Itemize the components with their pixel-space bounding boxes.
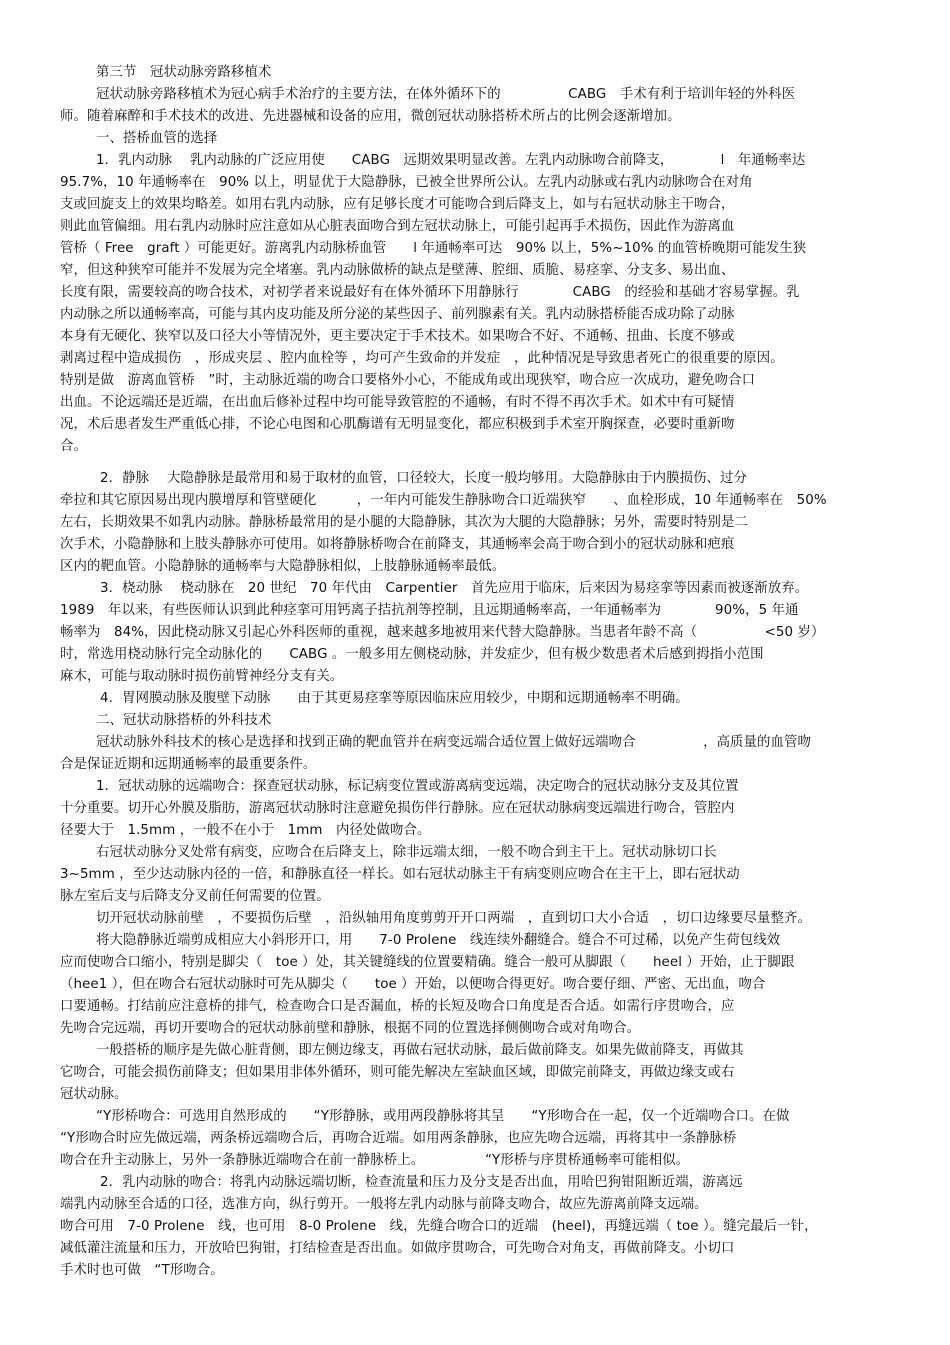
paragraph-line: 时，常选用桡动脉行完全动脉化的 CABG 。一般多用左侧桡动脉，并发症少，但有极少数患者术后感到拇指小范围 xyxy=(60,647,764,662)
paragraph-line: 应而使吻合口缩小，特别是脚尖（ toe ）处，其关键缝线的位置要精确。缝合一般可从脚跟（ heel ）开始，止于脚跟 xyxy=(60,955,795,970)
paragraph-line: （hee1 ），但在吻合右冠状动脉时可先从脚尖（ toe ）开始，以便吻合得更好。吻合要仔细、严密、无出血，吻合 xyxy=(60,977,766,992)
paragraph-line: 本身有无硬化、狭窄以及口径大小等情况外，更主要决定于手术技术。如果吻合不好、不通畅、扭曲、长度不够或 xyxy=(60,329,735,344)
paragraph-line: 减低灌注流量和压力，开放哈巴狗钳，打结检查是否出血。如做序贯吻合，可先吻合对角支，再做前降支。小切口 xyxy=(60,1241,735,1256)
paragraph-line: 右冠状动脉分叉处常有病变，应吻合在后降支上，除非远端太细，一般不吻合到主干上。冠状动脉切口长 xyxy=(96,845,717,860)
paragraph-line: “Y形桥吻合：可选用自然形成的 “Y形静脉，或用两段静脉将其呈 “Y形吻合在一起，仅一个近端吻合口。在做 xyxy=(96,1109,790,1124)
paragraph-line: 先吻合完远端，再切开要吻合的冠状动脉前壁和静脉，根据不同的位置选择侧侧吻合或对角吻合。 xyxy=(60,1021,641,1036)
paragraph-line: 管桥（ Free graft ）可能更好。游离乳内动脉桥血管 l 年通畅率可达 90% 以上，5%~10% 的血管桥晚期可能发生狭 xyxy=(60,241,807,256)
paragraph-line: 脉左室后支与后降支分叉前任何需要的位置。 xyxy=(60,889,330,904)
paragraph-line: 1．冠状动脉的远端吻合：探查冠状动脉，标记病变位置或游离病变远端，决定吻合的冠状动脉分支及其位置 xyxy=(96,779,739,794)
paragraph-line: 窄，但这种狭窄可能并不发展为完全堵塞。乳内动脉做桥的缺点是壁薄、腔细、质脆、易痉挛、分支多、易出血、 xyxy=(60,263,735,278)
paragraph-line: 95.7%，10 年通畅率在 90% 以上，明显优于大隐静脉，已被全世界所公认。左乳内动脉或右乳内动脉吻合在对角 xyxy=(60,175,753,190)
paragraph-line: 2．乳内动脉的吻合：将乳内动脉远端切断，检查流量和压力及分支是否出血，用哈巴狗钳阻断近端，游离远 xyxy=(100,1175,743,1190)
paragraph-line: 它吻合，可能会损伤前降支；但如果用非体外循环，则可能先解决左室缺血区域，即做完前降支，再做边缘支或右 xyxy=(60,1065,735,1080)
paragraph-line: 切开冠状动脉前壁 ，不要损伤后壁 ，沿纵轴用角度剪剪开开口两端 ，直到切口大小合适 ，切口边缘要尽量整齐。 xyxy=(96,911,811,926)
paragraph-line: 端乳内动脉至合适的口径，选准方向，纵行剪开。一般将左乳内动脉与前降支吻合，故应先游离前降支远端。 xyxy=(60,1197,708,1212)
paragraph-line: 合。 xyxy=(60,439,87,454)
paragraph-line: 合是保证近期和远期通畅率的最重要条件。 xyxy=(60,757,317,772)
subsection-heading: 二、冠状动脉搭桥的外科技术 xyxy=(96,713,272,728)
paragraph-line: 将大隐静脉近端剪成相应大小斜形开口，用 7-0 Prolene 线连续外翻缝合。缝合不可过稀，以免产生荷包线效 xyxy=(96,933,781,948)
paragraph-line: 一般搭桥的顺序是先做心脏背侧，即左侧边缘支，再做右冠状动脉，最后做前降支。如果先做前降支，再做其 xyxy=(96,1043,744,1058)
paragraph-line: 内动脉之所以通畅率高，可能与其内皮功能及所分泌的某些因子、前列腺素有关。乳内动脉搭桥能否成功除了动脉 xyxy=(60,307,735,322)
subsection-heading: 一、搭桥血管的选择 xyxy=(96,131,218,146)
paragraph-line: 剥离过程中造成损伤 ，形成夹层 、腔内血栓等 ，均可产生致命的并发症 ，此种情况是导致患者死亡的很重要的原因。 xyxy=(60,351,784,366)
paragraph-line: 吻合在升主动脉上，另外一条静脉近端吻合在前一静脉桥上。 “Y形桥与序贯桥通畅率可能相似。 xyxy=(60,1153,690,1168)
paragraph-line: 牵拉和其它原因易出现内膜增厚和管壁硬化 ，一年内可能发生静脉吻合口近端狭窄 、血栓形成，10 年通畅率在 50% xyxy=(60,493,827,508)
section-title: 第三节 冠状动脉旁路移植术 xyxy=(96,65,272,80)
paragraph-line: 长度有限，需要较高的吻合技术，对初学者来说最好有在体外循环下用静脉行 CABG 的经验和基础才容易掌握。乳 xyxy=(60,285,800,300)
paragraph-line: 出血。不论远端还是近端，在出血后修补过程中均可能导致管腔的不通畅，有时不得不再次手术。如术中有可疑情 xyxy=(60,395,735,410)
paragraph-line: 吻合可用 7-0 Prolene 线，也可用 8-0 Prolene 线，先缝合吻合口的近端 (heel)，再缝远端（ toe ）。缝完最后一针， xyxy=(60,1219,818,1234)
paragraph-line: 区内的靶血管。小隐静脉的通畅率与大隐静脉相似，上肢静脉通畅率最低。 xyxy=(60,559,506,574)
paragraph-line: 支或回旋支上的效果均略差。如用右乳内动脉，应有足够长度才可能吻合到后降支上，如与右冠状动脉主干吻合， xyxy=(60,197,735,212)
paragraph-line: 冠状动脉旁路移植术为冠心病手术治疗的主要方法，在体外循环下的 CABG 手术有利于培训年轻的外科医 xyxy=(96,87,796,102)
paragraph-line: 则此血管偏细。用右乳内动脉时应注意如从心脏表面吻合到左冠状动脉上，可能引起再手术损伤，因此作为游离血 xyxy=(60,219,735,234)
paragraph-line: 冠状动脉外科技术的核心是选择和找到正确的靶血管并在病变远端合适位置上做好远端吻合 ，高质量的血管吻 xyxy=(96,735,811,750)
paragraph-line: 麻木，可能与取动脉时损伤前臂神经分支有关。 xyxy=(60,669,344,684)
paragraph-line: 冠状动脉。 xyxy=(60,1087,128,1102)
paragraph-line: 3．桡动脉 桡动脉在 20 世纪 70 年代由 Carpentier 首先应用于临床，后来因为易痉挛等因素而被逐渐放弃。 xyxy=(100,581,809,596)
paragraph-line: 1．乳内动脉 乳内动脉的广泛应用使 CABG 远期效果明显改善。左乳内动脉吻合前降支， l 年通畅率达 xyxy=(96,153,806,168)
paragraph-line: 师。随着麻醉和手术技术的改进、先进器械和设备的应用，微创冠状动脉搭桥术所占的比例会逐渐增加。 xyxy=(60,109,681,124)
paragraph-line: “Y形吻合时应先做远端，两条桥远端吻合后，再吻合近端。如用两条静脉，也应先吻合远端，再将其中一条静脉桥 xyxy=(60,1131,737,1146)
paragraph-line: 径要大于 1.5mm ，一般不在小于 1mm 内径处做吻合。 xyxy=(60,823,431,838)
paragraph-line: 次手术，小隐静脉和上肢头静脉亦可使用。如将静脉桥吻合在前降支，其通畅率会高于吻合到小的冠状动脉和疤痕 xyxy=(60,537,735,552)
paragraph-line: 十分重要。切开心外膜及脂肪，游离冠状动脉时注意避免损伤伴行静脉。应在冠状动脉病变远端进行吻合，管腔内 xyxy=(60,801,735,816)
paragraph-line: 1989 年以来，有些医师认识到此种痉挛可用钙离子拮抗剂等控制，且远期通畅率高，一年通畅率为 90%，5 年通 xyxy=(60,603,799,618)
paragraph-line: 2．静脉 大隐静脉是最常用和易于取材的血管，口径较大，长度一般均够用。大隐静脉由于内膜损伤、过分 xyxy=(100,471,748,486)
paragraph-line: 手术时也可做 “T形吻合。 xyxy=(60,1263,224,1278)
paragraph-line: 左右，长期效果不如乳内动脉。静脉桥最常用的是小腿的大隐静脉，其次为大腿的大隐静脉；另外，需要时特别是二 xyxy=(60,515,749,530)
paragraph-line: 4．胃网膜动脉及腹壁下动脉 由于其更易痉挛等原因临床应用较少，中期和远期通畅率不明确。 xyxy=(100,691,689,706)
paragraph-line: 特别是做 游离血管桥 ”时，主动脉近端的吻合口要格外小心，不能成角或出现狭窄，吻合应一次成功，避免吻合口 xyxy=(60,373,756,388)
paragraph-line: 况，术后患者发生严重低心排，不论心电图和心肌酶谱有无明显变化，都应积极到手术室开胸探查，必要时重新吻 xyxy=(60,417,735,432)
paragraph-line: 畅率为 84%，因此桡动脉又引起心外科医师的重视，越来越多地被用来代替大隐静脉。当患者年龄不高（ <50 岁） xyxy=(60,625,825,640)
paragraph-line: 口要通畅。打结前应注意桥的排气，检查吻合口是否漏血，桥的长短及吻合口角度是否合适。如需行序贯吻合，应 xyxy=(60,999,735,1014)
paragraph-line: 3~5mm ，至少达动脉内径的一倍，和静脉直径一样长。如右冠状动脉主干有病变则应吻合在主干上，即右冠状动 xyxy=(60,867,740,882)
